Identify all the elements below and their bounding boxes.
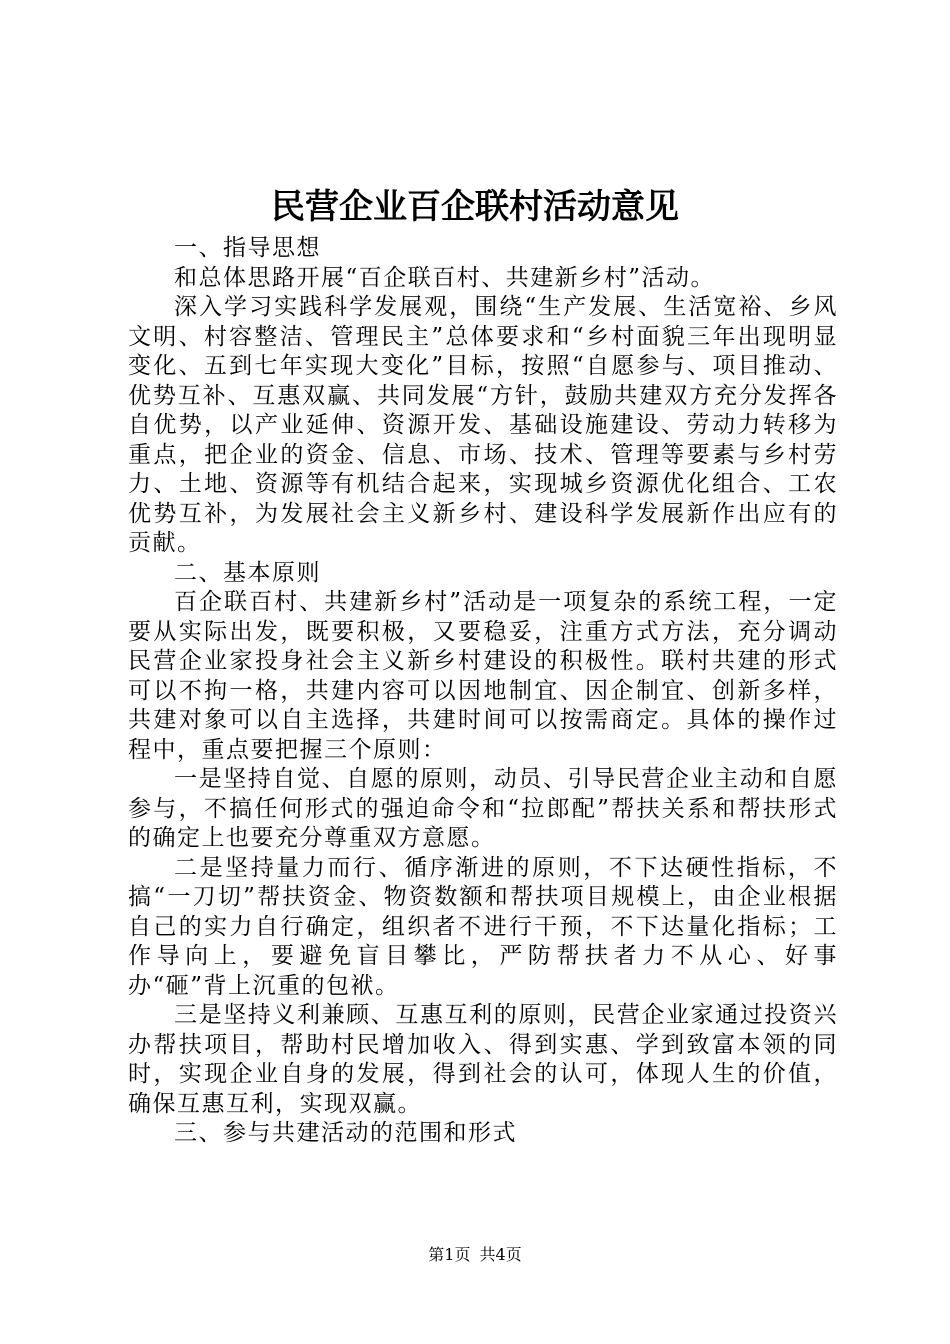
document-title: 民营企业百企联村活动意见 bbox=[271, 187, 679, 227]
document-body bbox=[128, 234, 838, 1149]
paragraph: 二是坚持量力而行、循序渐进的原则，不下达硬性指标，不搞“一刀切”帮扶资金、物资数额和帮扶项目规模上，由企业根据自己的实力自行确定，组织者不进行干预，不下达量化指标；工作导向上，要避免盲目攀比，严防帮扶者力不从心、好事办“砸”背上沉重的包袱。 bbox=[128, 854, 838, 999]
section-heading: 二、基本原则 bbox=[174, 559, 321, 586]
page-footer bbox=[0, 1244, 950, 1266]
paragraph: 三是坚持义利兼顾、互惠互利的原则，民营企业家通过投资兴办帮扶项目，帮助村民增加收入、得到实惠、学到致富本领的同时，实现企业自身的发展，得到社会的认可，体现人生的价值，确保互惠互利，实现双赢。 bbox=[128, 1002, 838, 1117]
section-heading: 一、指导思想 bbox=[174, 235, 321, 261]
paragraph: 一是坚持自觉、自愿的原则，动员、引导民营企业主动和自愿参与，不搞任何形式的强迫命令和“拉郎配”帮扶关系和帮扶形式的确定上也要充分尊重双方意愿。 bbox=[128, 766, 838, 851]
paragraph: 深入学习实践科学发展观，围绕“生产发展、生活宽裕、乡风文明、村容整洁、管理民主”总体要求和“乡村面貌三年出现明显变化、五到七年实现大变化”目标，按照“自愿参与、项目推动、优势互补、互惠双赢、共同发展“方针，鼓励共建双方充分发挥各自优势，以产业延伸、资源开发、基础设施建设、劳动力转移为重点，把企业的资金、信息、市场、技术、管理等要素与乡村劳力、土地、资源等有机结合起来，实现城乡资源优化组合、工农优势互补，为发展社会主义新乡村、建设科学发展新作出应有的贡献。 bbox=[128, 294, 838, 556]
paragraph: 和总体思路开展“百企联百村、共建新乡村”活动。 bbox=[174, 264, 716, 291]
section-heading: 三、参与共建活动的范围和形式 bbox=[174, 1120, 517, 1146]
page-total: 共4页 bbox=[479, 1245, 522, 1264]
paragraph: 百企联百村、共建新乡村”活动是一项复杂的系统工程，一定要从实际出发，既要积极，又要稳妥，注重方式方法，充分调动民营企业家投身社会主义新乡村建设的积极性。联村共建的形式可以不拘一格，共建内容可以因地制宜、因企制宜、创新多样，共建对象可以自主选择，共建时间可以按需商定。具体的操作过程中，重点要把握三个原则： bbox=[128, 589, 838, 763]
page-number: 第1页 bbox=[428, 1245, 471, 1264]
